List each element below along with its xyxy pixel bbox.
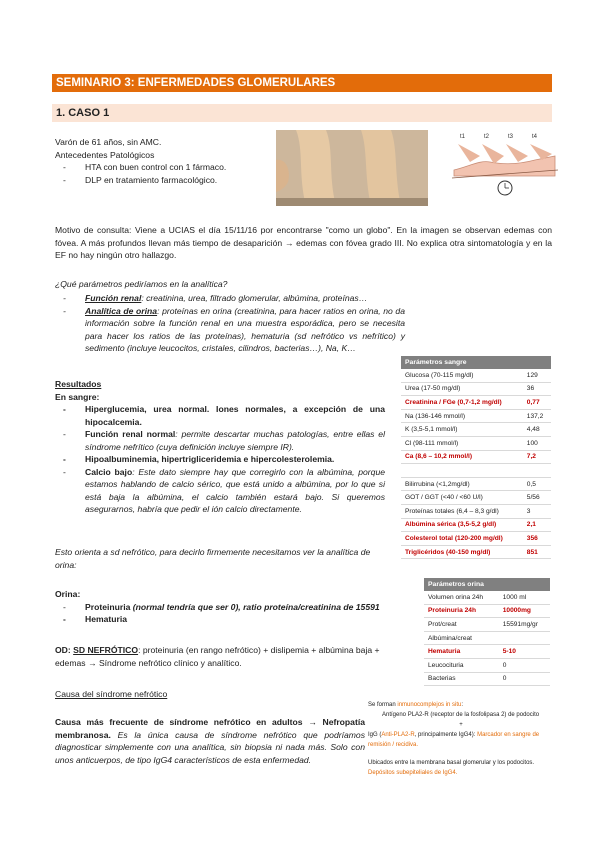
text-part: , principalmente IgG4):	[414, 732, 478, 738]
param-value: 0,77	[523, 396, 551, 410]
blood-table-header: Parámetros sangre	[401, 356, 551, 369]
immunocomplex-note	[368, 700, 554, 778]
item-label: Función renal normal	[85, 429, 176, 439]
cause-bold: Causa más frecuente de síndrome nefrótico en adultos → Nefropatía membranosa.	[55, 717, 365, 740]
urine-block	[55, 588, 395, 626]
edema-photo	[276, 130, 428, 206]
list-item: - HTA con buen control con 1 fármaco.	[55, 161, 275, 174]
param-name: Bilirrubina (<1,2mg/dl)	[401, 477, 523, 491]
table-row	[424, 604, 550, 618]
item-label: Función renal	[85, 293, 142, 303]
table-row	[401, 369, 551, 382]
od-prefix: OD:	[55, 645, 74, 655]
orient-text: Esto orienta a sd nefrótico, para decirlo firmemente necesitamos ver la analítica de orina:	[55, 547, 371, 570]
param-name: Albúmina sérica (3,5-5,2 g/dl)	[401, 518, 523, 532]
section-title: SEMINARIO 3: ENFERMEDADES GLOMERULARES	[52, 74, 552, 92]
fig-label-t4: t4	[532, 134, 538, 140]
item-label: Proteinuria	[85, 601, 131, 612]
text-part: Anti-PLA2-R	[381, 732, 415, 738]
table-row	[424, 645, 550, 659]
cause-italic: Es la única causa de síndrome nefrótico que podríamos diagnosticar simplemente con una analítica, sin biopsia ni nada más. Solo con unos anticuerpos, de tipo IgG4 característicos de esta enfermedad.	[55, 729, 365, 765]
param-name: Hematuria	[424, 645, 499, 659]
fig-label-t3: t3	[508, 134, 514, 140]
param-name: Proteínas totales (6,4 – 8,3 g/dl)	[401, 504, 523, 518]
list-item	[55, 428, 385, 453]
table-row	[424, 658, 550, 672]
item-text: : Este dato siempre hay que corregirlo con la albúmina, porque estamos hablando de calcio sérico, que está unido a albúmina, por lo que si está baja la albúmina, el calcio también estará bajo. Si queremos asegurarnos, habría que pedir el ión calcio directamente.	[85, 466, 385, 514]
param-value: 129	[523, 369, 551, 382]
param-value: 36	[523, 382, 551, 396]
table-row	[401, 382, 551, 396]
question-list	[55, 292, 552, 355]
results-title: Resultados	[55, 379, 102, 389]
urine-results-list	[55, 601, 395, 626]
table-row	[424, 631, 550, 645]
question-title: ¿Qué parámetros pediríamos en la analítica?	[55, 279, 228, 289]
param-value: 5/56	[523, 491, 551, 505]
results-block	[55, 378, 385, 516]
param-name: Proteinuria 24h	[424, 604, 499, 618]
table-row	[424, 618, 550, 632]
item-label: Calcio bajo	[85, 466, 133, 477]
table-row	[401, 423, 551, 437]
list-item: - DLP en tratamiento farmacológico.	[55, 174, 275, 187]
immuno-line1	[368, 700, 554, 710]
param-value	[523, 464, 551, 478]
table-row	[401, 477, 551, 491]
immuno-line2: Antígeno PLA2-R (receptor de la fosfolipasa 2) de podocito	[382, 712, 540, 718]
fig-label-t1: t1	[460, 134, 466, 140]
param-name	[401, 464, 523, 478]
table-row	[401, 545, 551, 559]
blood-results-list	[55, 403, 385, 516]
param-value: 1000 ml	[499, 591, 550, 604]
item-text: : permite descartar muchas patologías, entre ellas el síndrome nefrítico (cuya definición incluye siempre IR).	[85, 429, 385, 452]
list-item	[55, 305, 405, 355]
param-name: Na (136-146 mmol/l)	[401, 409, 523, 423]
blood-title: En sangre:	[55, 391, 100, 402]
param-value: 4,48	[523, 423, 551, 437]
param-name: Cl (98-111 mmol/l)	[401, 436, 523, 450]
od-paragraph	[55, 644, 390, 669]
table-row	[401, 409, 551, 423]
immuno-line3: +	[459, 722, 463, 728]
param-value: 100	[523, 436, 551, 450]
table-row	[401, 504, 551, 518]
list-item: - Hipoalbuminemia, hipertrigliceridemia e hipercolesterolemia.	[55, 453, 385, 466]
fovea-diagram	[450, 130, 560, 198]
param-name: Prot/creat	[424, 618, 499, 632]
param-value: 7,2	[523, 450, 551, 464]
text-part: IgG (	[368, 732, 382, 738]
immuno-line6: Depósitos subepiteliales de IgG4.	[368, 770, 458, 776]
item-label: Analítica de orina	[85, 305, 158, 316]
param-name: Creatinina / FGe (0,7-1,2 mg/dl)	[401, 396, 523, 410]
cause-title: Causa del síndrome nefrótico	[55, 689, 168, 699]
param-name: Albúmina/creat	[424, 631, 499, 645]
patient-line2: Antecedentes Patológicos	[55, 149, 155, 160]
text-part: Se forman	[368, 702, 398, 708]
param-value: 10000mg	[499, 604, 550, 618]
blood-table	[401, 356, 551, 559]
table-row	[401, 532, 551, 546]
param-value	[499, 631, 550, 645]
list-item	[55, 466, 385, 516]
table-row	[424, 672, 550, 686]
table-row	[401, 436, 551, 450]
text-part: Marcador en sangre de remisión / recidiva.	[368, 732, 540, 748]
param-name: Glucosa (70-115 mg/dl)	[401, 369, 523, 382]
consult-paragraph: Motivo de consulta: Viene a UCIAS el día 15/11/16 por encontrarse "como un globo". En la imagen se observan edemas con fóvea. A más profundos llevan más tiempo de desaparición → edemas con fóvea grado III. No explica otra sintomatología y en la EF no hay ningún otro hallazgo.	[55, 225, 552, 260]
table-row	[401, 396, 551, 410]
urine-title: Orina:	[55, 589, 81, 599]
param-value: 2,1	[523, 518, 551, 532]
param-name: Leucocituria	[424, 658, 499, 672]
table-row	[424, 591, 550, 604]
param-value: 3	[523, 504, 551, 518]
fig-label-t2: t2	[484, 134, 490, 140]
param-value: 356	[523, 532, 551, 546]
od-diagnosis: SD NEFRÓTICO	[73, 645, 139, 655]
param-value: 851	[523, 545, 551, 559]
list-item	[55, 601, 395, 614]
param-value: 15591mg/gr	[499, 618, 550, 632]
table-row	[401, 518, 551, 532]
table-row	[401, 491, 551, 505]
param-value: 0	[499, 672, 550, 686]
item-text: : creatinina, urea, filtrado glomerular, albúmina, proteínas…	[141, 293, 368, 303]
urine-table-header: Parámetros orina	[424, 578, 550, 591]
text-part: :	[461, 702, 464, 708]
text-part: inmunocomplejos in situ	[397, 702, 462, 708]
param-value: 5-10	[499, 645, 550, 659]
item-text: (normal tendría que ser 0), ratio proteína/creatinina de 15591	[130, 601, 380, 612]
table-row	[401, 450, 551, 464]
list-item: - Hiperglucemia, urea normal. Iones normales, a excepción de una hipocalcemia.	[55, 403, 385, 428]
param-name: Volumen orina 24h	[424, 591, 499, 604]
od-text: : proteinuria (en rango nefrótico) + dislipemia + albúmina baja + edemas → Síndrome nefrótico clínico y analítico.	[55, 645, 380, 668]
param-name: Triglicéridos (40-150 mg/dl)	[401, 545, 523, 559]
patient-block	[55, 136, 275, 186]
param-name: Ca (8,6 – 10,2 mmol/l)	[401, 450, 523, 464]
list-item: - Hematuria	[55, 613, 395, 626]
legs-illustration	[276, 130, 428, 206]
immuno-line4	[368, 730, 554, 750]
param-value: 0,5	[523, 477, 551, 491]
param-value: 0	[499, 658, 550, 672]
param-name: Colesterol total (120-200 mg/dl)	[401, 532, 523, 546]
patient-list	[55, 161, 275, 186]
param-name: K (3,5-5,1 mmol/l)	[401, 423, 523, 437]
table-row	[401, 464, 551, 478]
param-name: Bacterias	[424, 672, 499, 686]
item-text: : proteínas en orina (creatinina, para hacer ratios en orina, no da información sobre la función renal en una muestra esporádica, pero se necesita para hacer los ratios de las proteínas), hematuria (sd nefrótico vs nefrítico) y sedimento (incluye leucocitos, cristales, cilindros, bacterias…), Na, K…	[85, 305, 405, 353]
patient-line1: Varón de 61 años, sin AMC.	[55, 137, 162, 147]
param-value: 137,2	[523, 409, 551, 423]
urine-table	[424, 578, 550, 686]
param-name: GOT / GGT (<40 / <60 U/l)	[401, 491, 523, 505]
list-item	[55, 292, 552, 305]
case-title: 1. CASO 1	[52, 104, 552, 122]
pitting-edema-figure	[450, 130, 560, 198]
cause-paragraph	[55, 716, 365, 766]
param-name: Urea (17-50 mg/dl)	[401, 382, 523, 396]
immuno-line5: Ubicados entre la membrana basal glomerular y los podocitos.	[368, 760, 535, 766]
